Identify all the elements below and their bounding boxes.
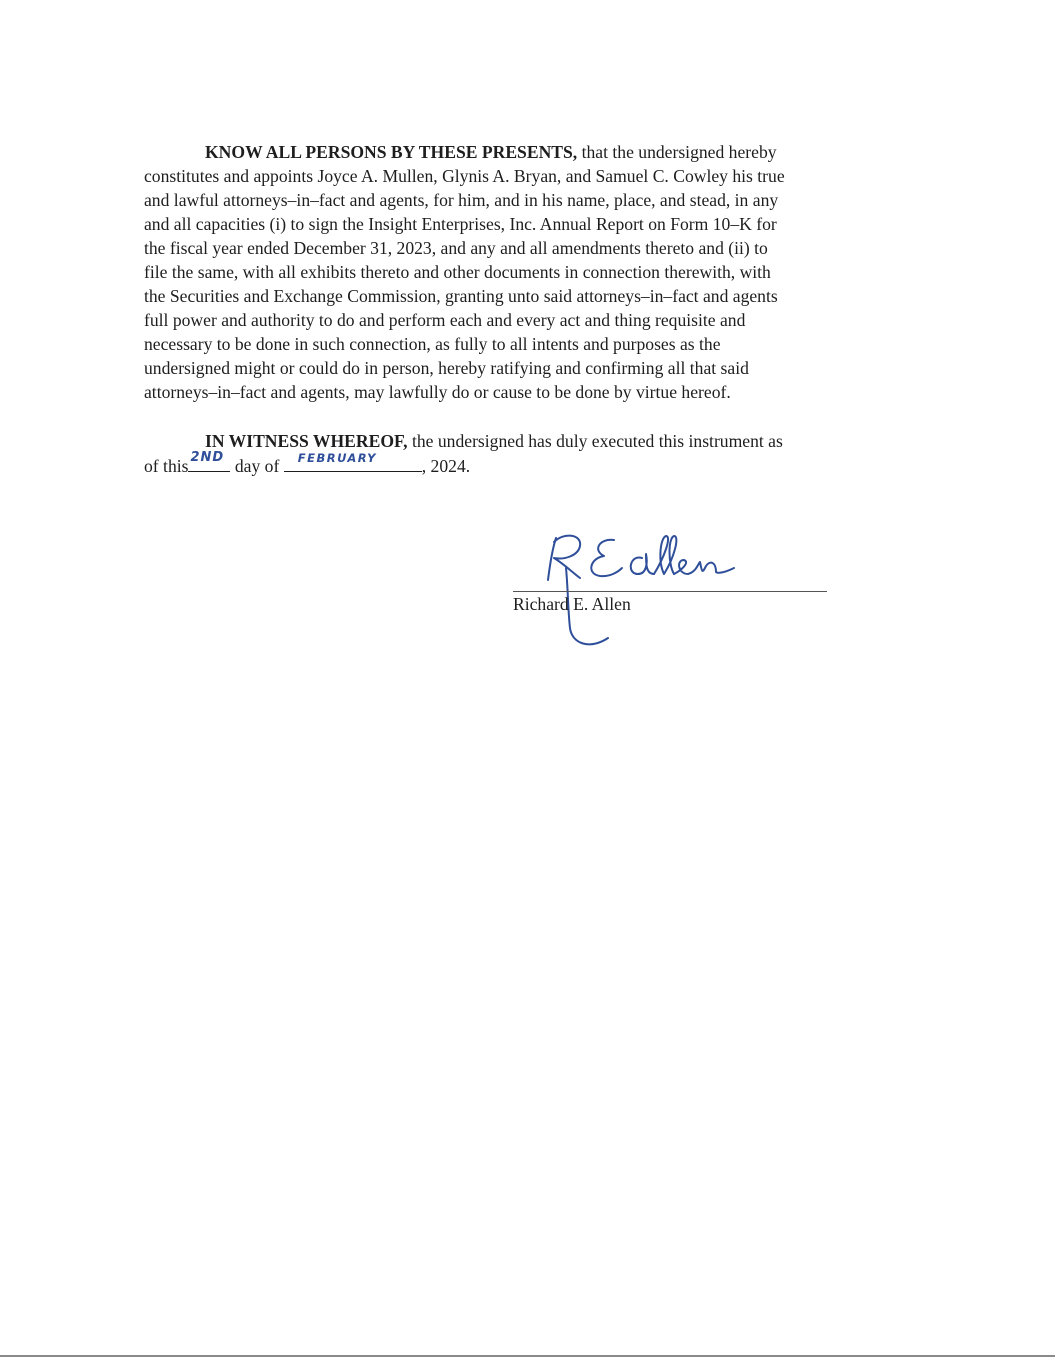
page-bottom-edge	[0, 1355, 1055, 1357]
paragraph-line-6: file the same, with all exhibits thereto and other documents in connection therewith, with	[144, 262, 771, 282]
paragraph-line-4: and all capacities (i) to sign the Insight Enterprises, Inc. Annual Report on Form 10–K for	[144, 214, 777, 234]
signatory-name: Richard E. Allen	[513, 594, 631, 614]
signature-stroke-en	[674, 560, 734, 574]
signature-stroke-ll	[654, 536, 676, 574]
witness-line-1: IN WITNESS WHEREOF, the undersigned has duly executed this instrument as	[205, 431, 783, 451]
witness-heading: IN WITNESS WHEREOF,	[205, 431, 408, 451]
paragraph-line-9: necessary to be done in such connection, as fully to all intents and purposes as the	[144, 334, 721, 354]
paragraph-line-8: full power and authority to do and perform each and every act and thing requisite and	[144, 310, 746, 330]
power-of-attorney-paragraph	[144, 140, 904, 404]
signature-line	[513, 591, 827, 592]
witness-line-2: of this 2ND day of FEBRUARY , 2024.	[144, 453, 904, 478]
paragraph-line-11: attorneys–in–fact and agents, may lawfully do or cause to be done by virtue hereof.	[144, 382, 731, 402]
day-blank	[188, 450, 230, 472]
signature-stroke-e	[591, 540, 622, 576]
paragraph-line-5: the fiscal year ended December 31, 2023, and any and all amendments thereto and (ii) to	[144, 238, 768, 258]
witness-paragraph	[144, 429, 904, 478]
paragraph-line-3: and lawful attorneys–in–fact and agents, for him, and in his name, place, and stead, in any	[144, 190, 779, 210]
handwritten-month: FEBRUARY	[297, 451, 377, 465]
handwritten-signature	[530, 528, 750, 658]
know-all-persons-heading: KNOW ALL PERSONS BY THESE PRESENTS,	[205, 142, 578, 162]
paragraph-line-1: KNOW ALL PERSONS BY THESE PRESENTS, that the undersigned hereby	[205, 142, 777, 162]
month-blank	[284, 453, 422, 472]
paragraph-line-2: constitutes and appoints Joyce A. Mullen, Glynis A. Bryan, and Samuel C. Cowley his true	[144, 166, 785, 186]
signature-stroke-a	[631, 554, 654, 574]
handwritten-day: 2ND	[190, 450, 225, 465]
paragraph-line-10: undersigned might or could do in person, hereby ratifying and confirming all that said	[144, 358, 749, 378]
paragraph-line-7: the Securities and Exchange Commission, granting unto said attorneys–in–fact and agents	[144, 286, 778, 306]
